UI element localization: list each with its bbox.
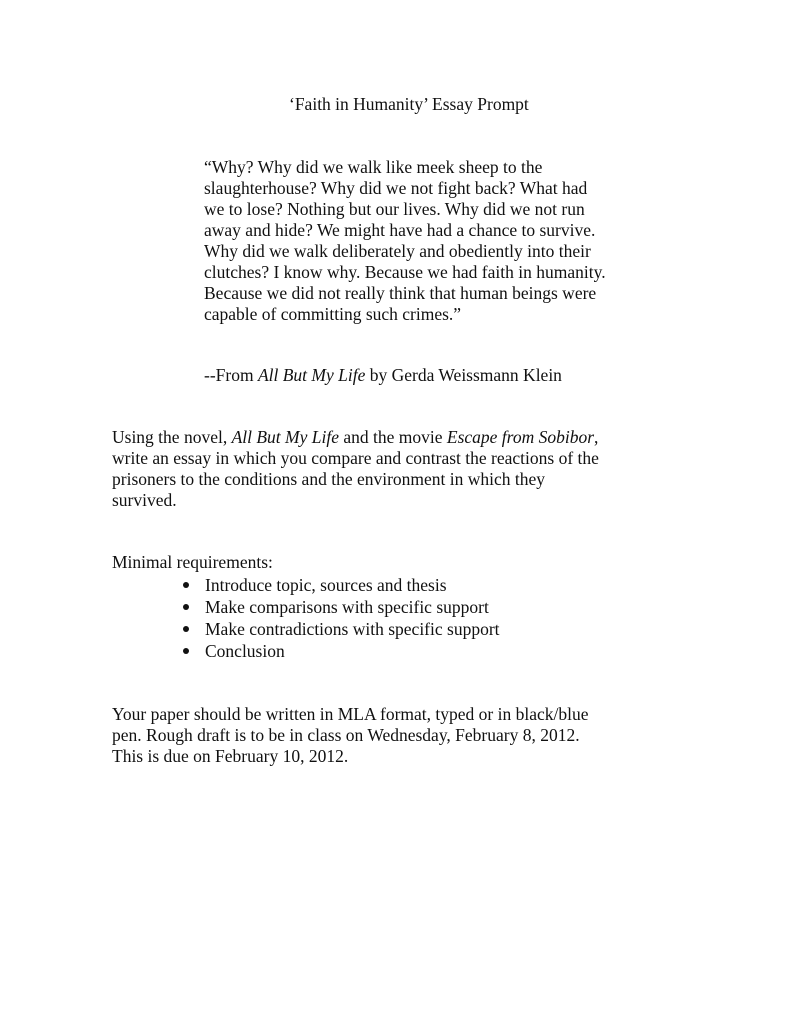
assignment-text: and the movie <box>339 427 447 447</box>
attribution-book-title: All But My Life <box>257 365 366 385</box>
bullet-icon <box>183 648 189 654</box>
quote-block <box>204 157 606 325</box>
attribution-prefix: --From <box>204 365 258 385</box>
quote-line: Because we did not really think that human beings were <box>204 283 597 303</box>
quote-line: capable of committing such crimes.” <box>204 304 462 324</box>
requirement-text: Make contradictions with specific support <box>205 619 500 639</box>
novel-title: All But My Life <box>231 427 339 447</box>
bullet-icon <box>183 604 189 610</box>
assignment-line: survived. <box>112 490 177 510</box>
list-item <box>183 640 500 662</box>
requirement-text: Conclusion <box>205 641 285 661</box>
quote-attribution <box>204 365 562 386</box>
assignment-text: Using the novel, <box>112 427 232 447</box>
quote-line: we to lose? Nothing but our lives. Why did we not run <box>204 199 585 219</box>
document-title: ‘Faith in Humanity’ Essay Prompt <box>289 94 529 114</box>
list-item <box>183 618 500 640</box>
closing-line: This is due on February 10, 2012. <box>112 746 349 766</box>
requirements-heading: Minimal requirements: <box>112 552 273 572</box>
requirement-text: Introduce topic, sources and thesis <box>205 575 447 595</box>
attribution-suffix: by Gerda Weissmann Klein <box>365 365 562 385</box>
list-item <box>183 596 500 618</box>
assignment-text: , <box>594 427 599 447</box>
bullet-icon <box>183 582 189 588</box>
closing-line: Your paper should be written in MLA format, typed or in black/blue <box>112 704 589 724</box>
movie-title: Escape from Sobibor <box>446 427 595 447</box>
list-item <box>183 574 500 596</box>
assignment-line <box>112 427 599 448</box>
closing-paragraph <box>112 704 588 767</box>
assignment-line: prisoners to the conditions and the environment in which they <box>112 469 546 489</box>
assignment-line: write an essay in which you compare and contrast the reactions of the <box>112 448 599 468</box>
requirement-text: Make comparisons with specific support <box>205 597 489 617</box>
closing-line: pen. Rough draft is to be in class on Wednesday, February 8, 2012. <box>112 725 580 745</box>
assignment-paragraph <box>112 427 599 511</box>
requirements-list <box>183 574 500 662</box>
bullet-icon <box>183 626 189 632</box>
quote-line: clutches? I know why. Because we had faith in humanity. <box>204 262 606 282</box>
quote-line: away and hide? We might have had a chance to survive. <box>204 220 596 240</box>
quote-line: slaughterhouse? Why did we not fight back? What had <box>204 178 588 198</box>
quote-line: Why did we walk deliberately and obediently into their <box>204 241 591 261</box>
quote-line: “Why? Why did we walk like meek sheep to the <box>204 157 543 177</box>
